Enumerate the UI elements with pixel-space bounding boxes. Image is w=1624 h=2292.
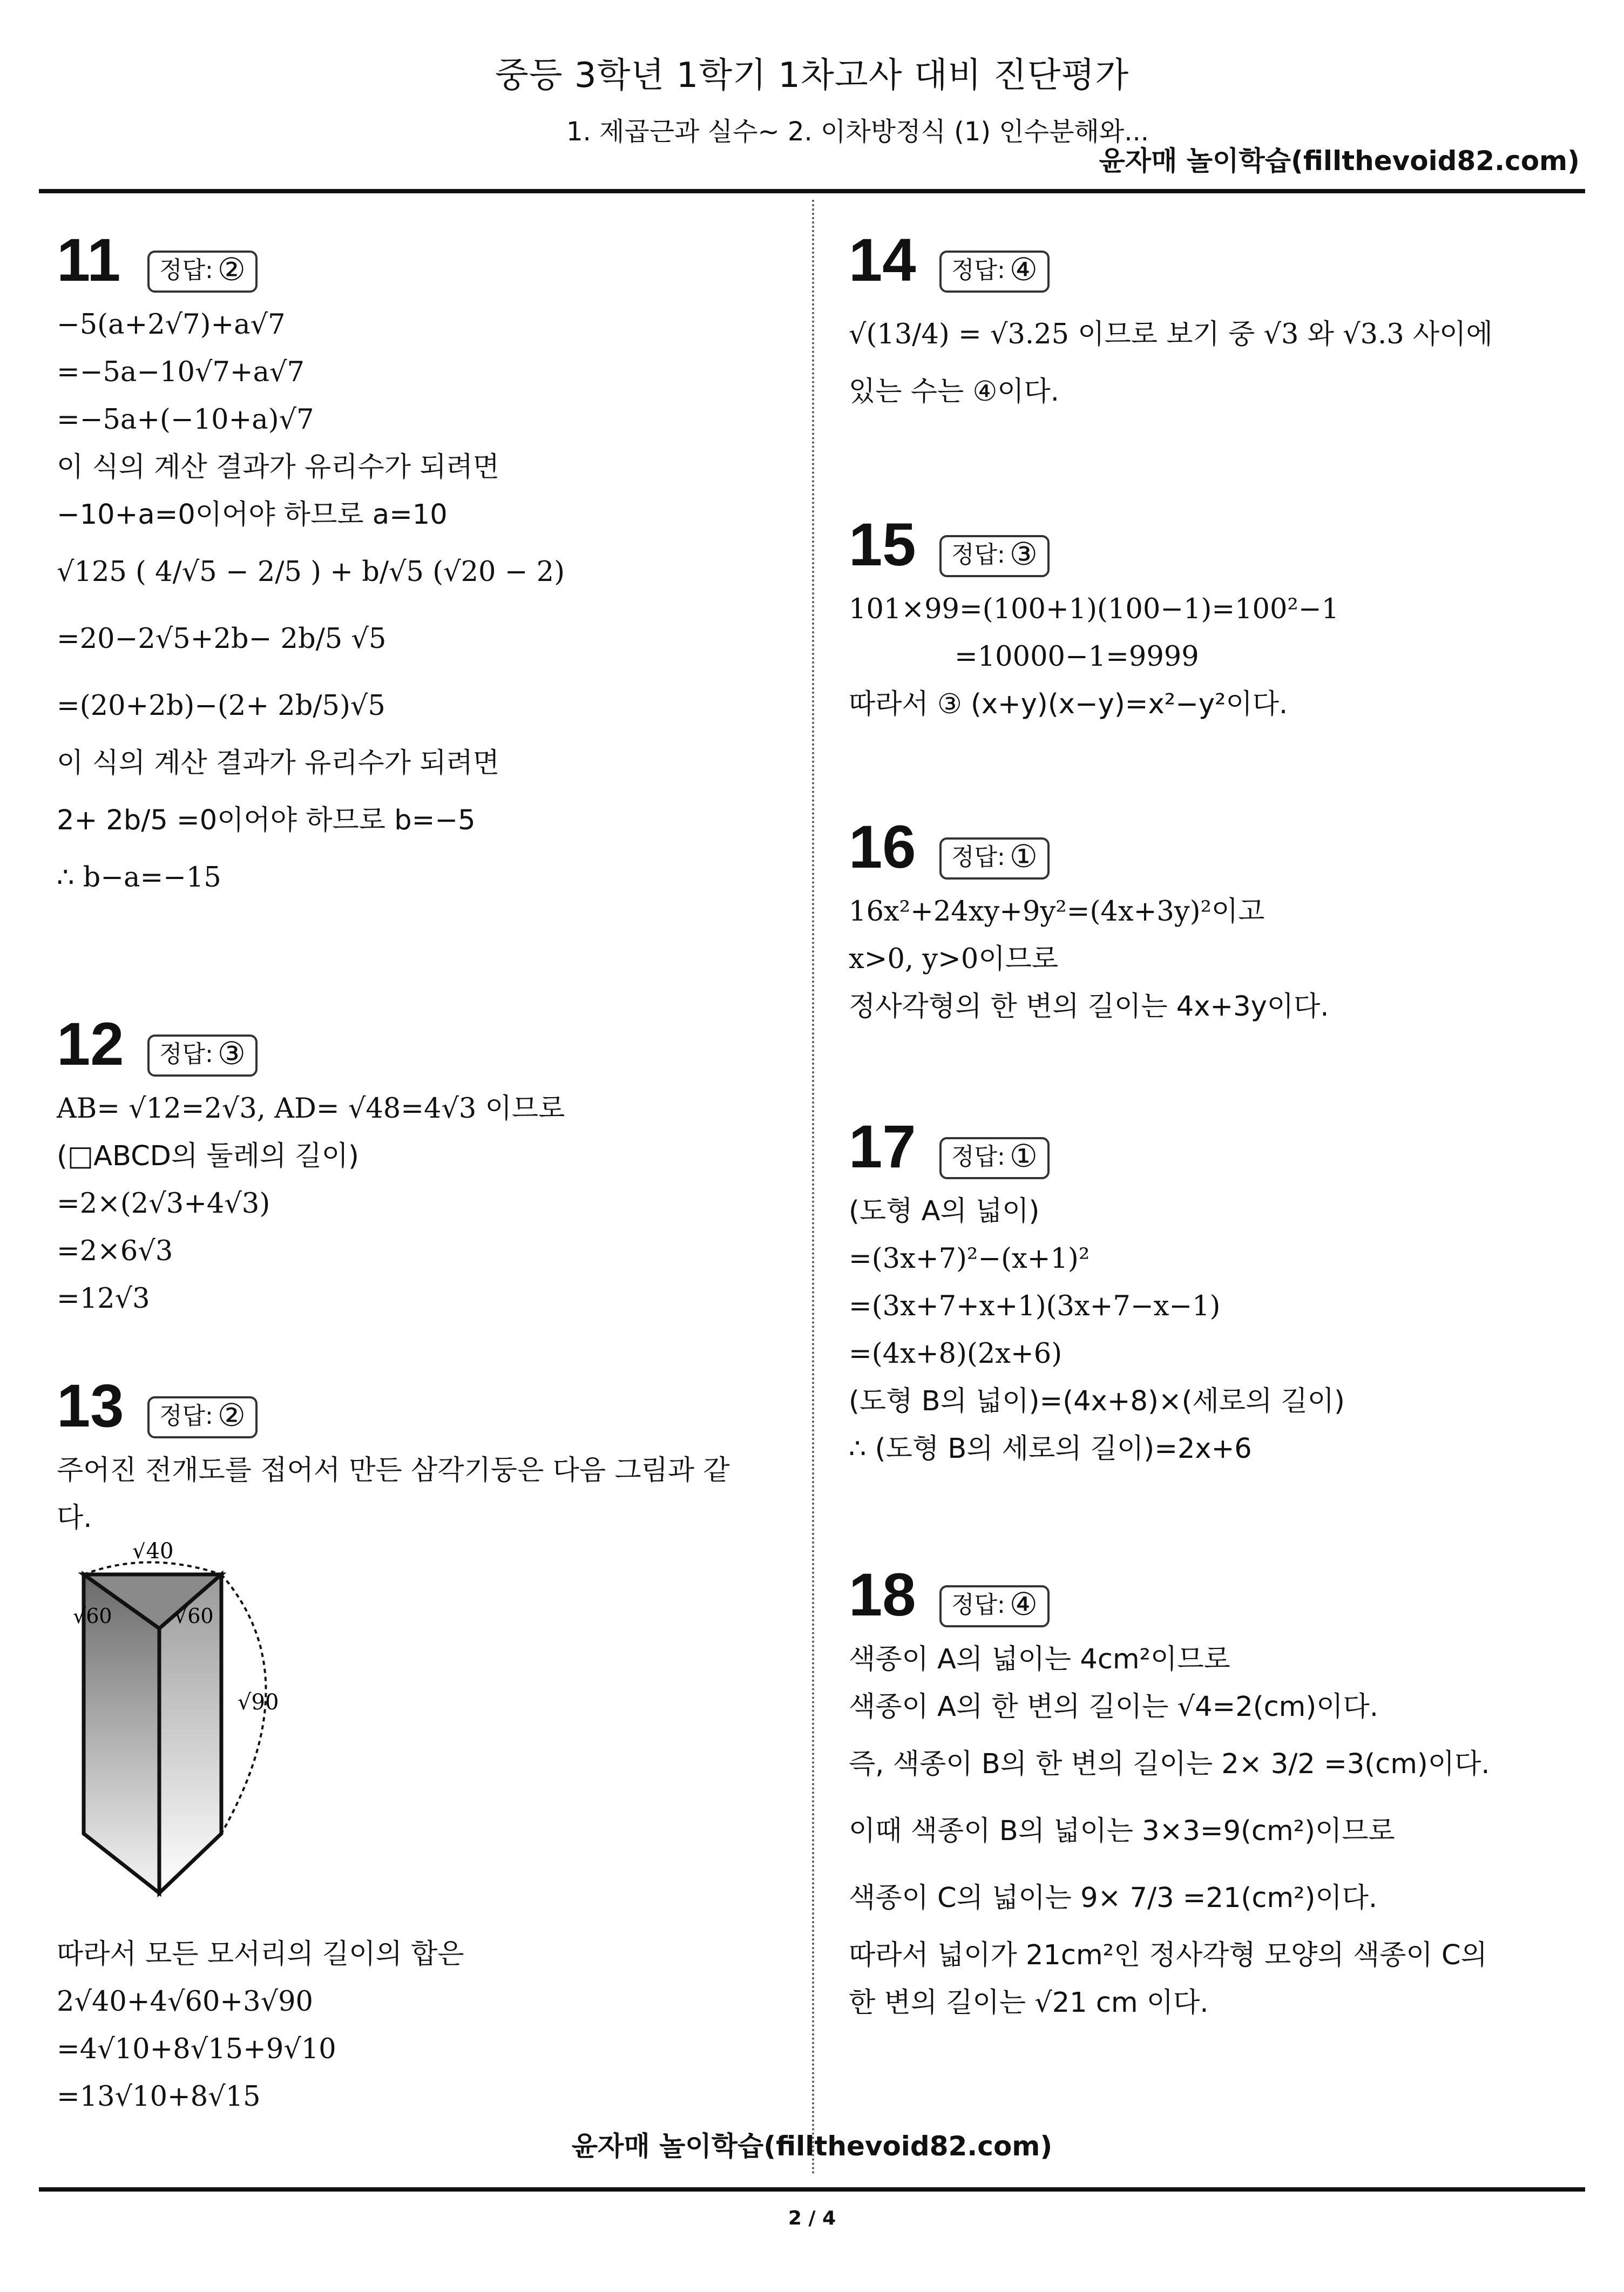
answer-value: ① [1009,1138,1038,1174]
problem-12 [57,1010,769,1323]
answer-value: ④ [1009,251,1038,288]
problem-number: 16 [849,813,916,881]
answer-box [147,1396,258,1438]
problem-18 [849,1561,1561,2027]
prism-svg [57,1542,337,1931]
solution-line: =20−2√5+2b− 2b/5 √5 [57,623,387,655]
solution-line: AB= √12=2√3, AD= √48=4√3 이므로 [57,1093,565,1125]
problem-11 [57,226,769,902]
label-left: √60 [73,1604,112,1628]
triangular-prism-figure [57,1542,769,1931]
solution-line: 색종이 A의 넓이는 4cm²이므로 [849,1644,1230,1675]
solution-line: =(3x+7)²−(x+1)² [849,1243,1090,1275]
label-top: √40 [132,1542,174,1564]
problem-15 [849,511,1561,728]
answer-label: 정답: [951,843,1005,871]
answer-box [939,837,1050,880]
solution-line: 색종이 A의 한 변의 길이는 √4=2(cm)이다. [849,1691,1378,1723]
solution-line: 한 변의 길이는 √21 cm 이다. [849,1987,1209,2019]
solution-line: (도형 B의 넓이)=(4x+8)×(세로의 길이) [849,1385,1345,1417]
footer-rule [39,2187,1585,2192]
solution-line: =−5a+(−10+a)√7 [57,404,314,436]
solution-line: =(3x+7+x+1)(3x+7−x−1) [849,1290,1221,1322]
answer-value: ② [217,1397,246,1434]
page-number: 2 / 4 [788,2207,836,2229]
page-title: 중등 3학년 1학기 1차고사 대비 진단평가 [495,56,1129,96]
solution-line: √(13/4) = √3.25 이므로 보기 중 √3 와 √3.3 사이에 [849,319,1493,350]
problem-17 [849,1113,1561,1473]
solution-line: 이 식의 계산 결과가 유리수가 되려면 [57,747,500,779]
solution-line: 따라서 모든 모서리의 길이의 합은 [57,1938,464,1970]
label-right: √60 [174,1604,214,1628]
problem-number: 14 [849,226,916,294]
solution-line: =10000−1=9999 [955,641,1199,673]
column-divider [812,200,814,2176]
problem-number: 13 [57,1372,124,1439]
problem-13 [57,1372,769,2121]
solution-line: =13√10+8√15 [57,2081,261,2113]
solution-line: 따라서 ③ (x+y)(x−y)=x²−y²이다. [849,688,1288,720]
answer-value: ③ [217,1035,246,1072]
problem-number: 11 [57,226,121,294]
solution-line: 주어진 전개도를 접어서 만든 삼각기둥은 다음 그림과 같 [57,1455,730,1486]
brand-header: 윤자매 놀이학습(fillthevoid82.com) [1099,145,1580,177]
answer-label: 정답: [159,256,213,284]
solution-line: ∴ (도형 B의 세로의 길이)=2x+6 [849,1433,1252,1465]
answer-box [939,1585,1050,1627]
answer-box [147,1035,258,1077]
solution-line: 정사각형의 한 변의 길이는 4x+3y이다. [849,991,1329,1023]
answer-label: 정답: [951,256,1005,284]
solution-line: 이때 색종이 B의 넓이는 3×3=9(cm²)이므로 [849,1815,1395,1847]
label-side: √90 [238,1690,279,1715]
answer-label: 정답: [951,1143,1005,1171]
answer-label: 정답: [951,1591,1005,1619]
solution-line: 2√40+4√60+3√90 [57,1986,313,2018]
solution-line: x>0, y>0이므로 [849,943,1059,975]
solution-line: =12√3 [57,1283,150,1315]
solution-line: 있는 수는 ④이다. [849,376,1059,408]
answer-label: 정답: [159,1402,213,1430]
solution-line: −10+a=0이어야 하므로 a=10 [57,499,448,531]
problem-number: 15 [849,511,916,578]
answer-box [147,251,258,293]
solution-line: 즉, 색종이 B의 한 변의 길이는 2× 3/2 =3(cm)이다. [849,1748,1490,1780]
solution-line: (도형 A의 넓이) [849,1195,1040,1227]
answer-value: ① [1009,838,1038,875]
solution-line: 16x²+24xy+9y²=(4x+3y)²이고 [849,896,1265,928]
answer-box [939,251,1050,293]
answer-label: 정답: [951,541,1005,569]
problem-number: 18 [849,1561,916,1628]
answer-label: 정답: [159,1040,213,1068]
solution-line: =2×6√3 [57,1235,173,1267]
solution-line: ∴ b−a=−15 [57,862,221,894]
problem-16 [849,813,1561,1031]
brand-footer: 윤자매 놀이학습(fillthevoid82.com) [571,2131,1053,2162]
page-subtitle: 1. 제곱근과 실수~ 2. 이차방정식 (1) 인수분해와... [566,117,1149,147]
problem-number: 17 [849,1113,916,1180]
problem-number: 12 [57,1010,124,1078]
answer-box [939,535,1050,577]
answer-box [939,1137,1050,1179]
answer-value: ④ [1009,1586,1038,1622]
solution-line: 다. [57,1502,92,1534]
solution-line: 따라서 넓이가 21cm²인 정사각형 모양의 색종이 C의 [849,1939,1487,1971]
answer-value: ② [217,251,246,288]
solution-line: −5(a+2√7)+a√7 [57,309,286,341]
solution-line: 2+ 2b/5 =0이어야 하므로 b=−5 [57,804,476,836]
solution-line: 색종이 C의 넓이는 9× 7/3 =21(cm²)이다. [849,1882,1378,1914]
solution-line: (□ABCD의 둘레의 길이) [57,1140,359,1172]
solution-line: =4√10+8√15+9√10 [57,2033,336,2065]
solution-line: =−5a−10√7+a√7 [57,356,304,388]
solution-line: =2×(2√3+4√3) [57,1188,270,1220]
solution-line: =(20+2b)−(2+ 2b/5)√5 [57,690,385,722]
solution-line: 101×99=(100+1)(100−1)=100²−1 [849,593,1339,625]
solution-line: 이 식의 계산 결과가 유리수가 되려면 [57,451,500,483]
solution-line: √125 ( 4/√5 − 2/5 ) + b/√5 (√20 − 2) [57,556,565,588]
answer-value: ③ [1009,536,1038,572]
header-rule [39,189,1585,193]
problem-14 [849,226,1561,416]
solution-line: =(4x+8)(2x+6) [849,1338,1063,1370]
